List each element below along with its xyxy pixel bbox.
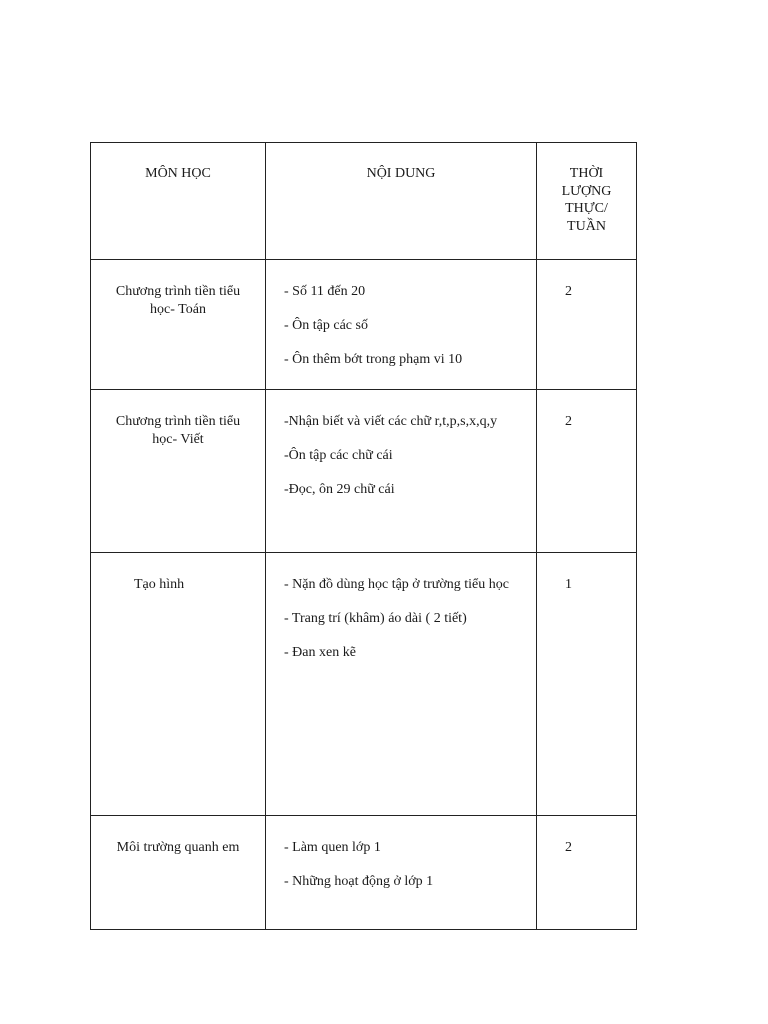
- content-item: - Ôn tập các số: [284, 318, 368, 333]
- header-content: NỘI DUNG: [366, 166, 436, 181]
- header-duration-line: THỜI: [569, 166, 604, 181]
- header-duration-line: TUẦN: [567, 218, 606, 234]
- content-item: - Nặn đồ dùng học tập ở trường tiểu học: [284, 577, 509, 592]
- header-duration: [537, 143, 636, 235]
- content-item: - Trang trí (khâm) áo dài ( 2 tiết): [284, 611, 467, 626]
- content-cell: [266, 260, 536, 385]
- header-duration-line: THỰC/: [565, 201, 608, 216]
- table-row: [91, 553, 637, 816]
- header-subject: MÔN HỌC: [145, 166, 211, 181]
- subject-cell: Chương trình tiền tiểu học- Toán: [115, 284, 241, 317]
- duration-cell: 2: [565, 840, 572, 855]
- content-item: - Số 11 đến 20: [284, 284, 366, 299]
- content-item: - Đan xen kẽ: [284, 645, 356, 660]
- duration-cell: 1: [565, 577, 572, 592]
- table-row: [91, 260, 637, 390]
- table-row: [91, 390, 637, 553]
- subject-cell: Tạo hình: [134, 577, 185, 592]
- content-item: -Ôn tập các chữ cái: [284, 448, 393, 463]
- content-item: - Những hoạt động ở lớp 1: [284, 874, 434, 889]
- table-row: [91, 816, 637, 930]
- content-cell: [266, 553, 536, 678]
- subject-cell: Chương trình tiền tiểu học- Viết: [115, 414, 241, 447]
- header-cell-content: [266, 143, 537, 260]
- content-cell: [266, 816, 536, 907]
- header-cell-duration: [537, 143, 637, 260]
- duration-cell: 2: [565, 414, 572, 429]
- duration-cell: 2: [565, 284, 572, 299]
- subject-cell: Môi trường quanh em: [116, 840, 240, 855]
- content-cell: [266, 390, 536, 515]
- content-item: - Ôn thêm bớt trong phạm vi 10: [284, 352, 463, 367]
- header-cell-subject: [91, 143, 266, 260]
- content-item: -Đọc, ôn 29 chữ cái: [284, 482, 395, 497]
- schedule-table: [90, 142, 637, 930]
- header-duration-line: LƯỢNG: [561, 183, 612, 199]
- table-header-row: [91, 143, 637, 260]
- content-item: -Nhận biết và viết các chữ r,t,p,s,x,q,y: [284, 414, 498, 429]
- content-item: - Làm quen lớp 1: [284, 840, 381, 855]
